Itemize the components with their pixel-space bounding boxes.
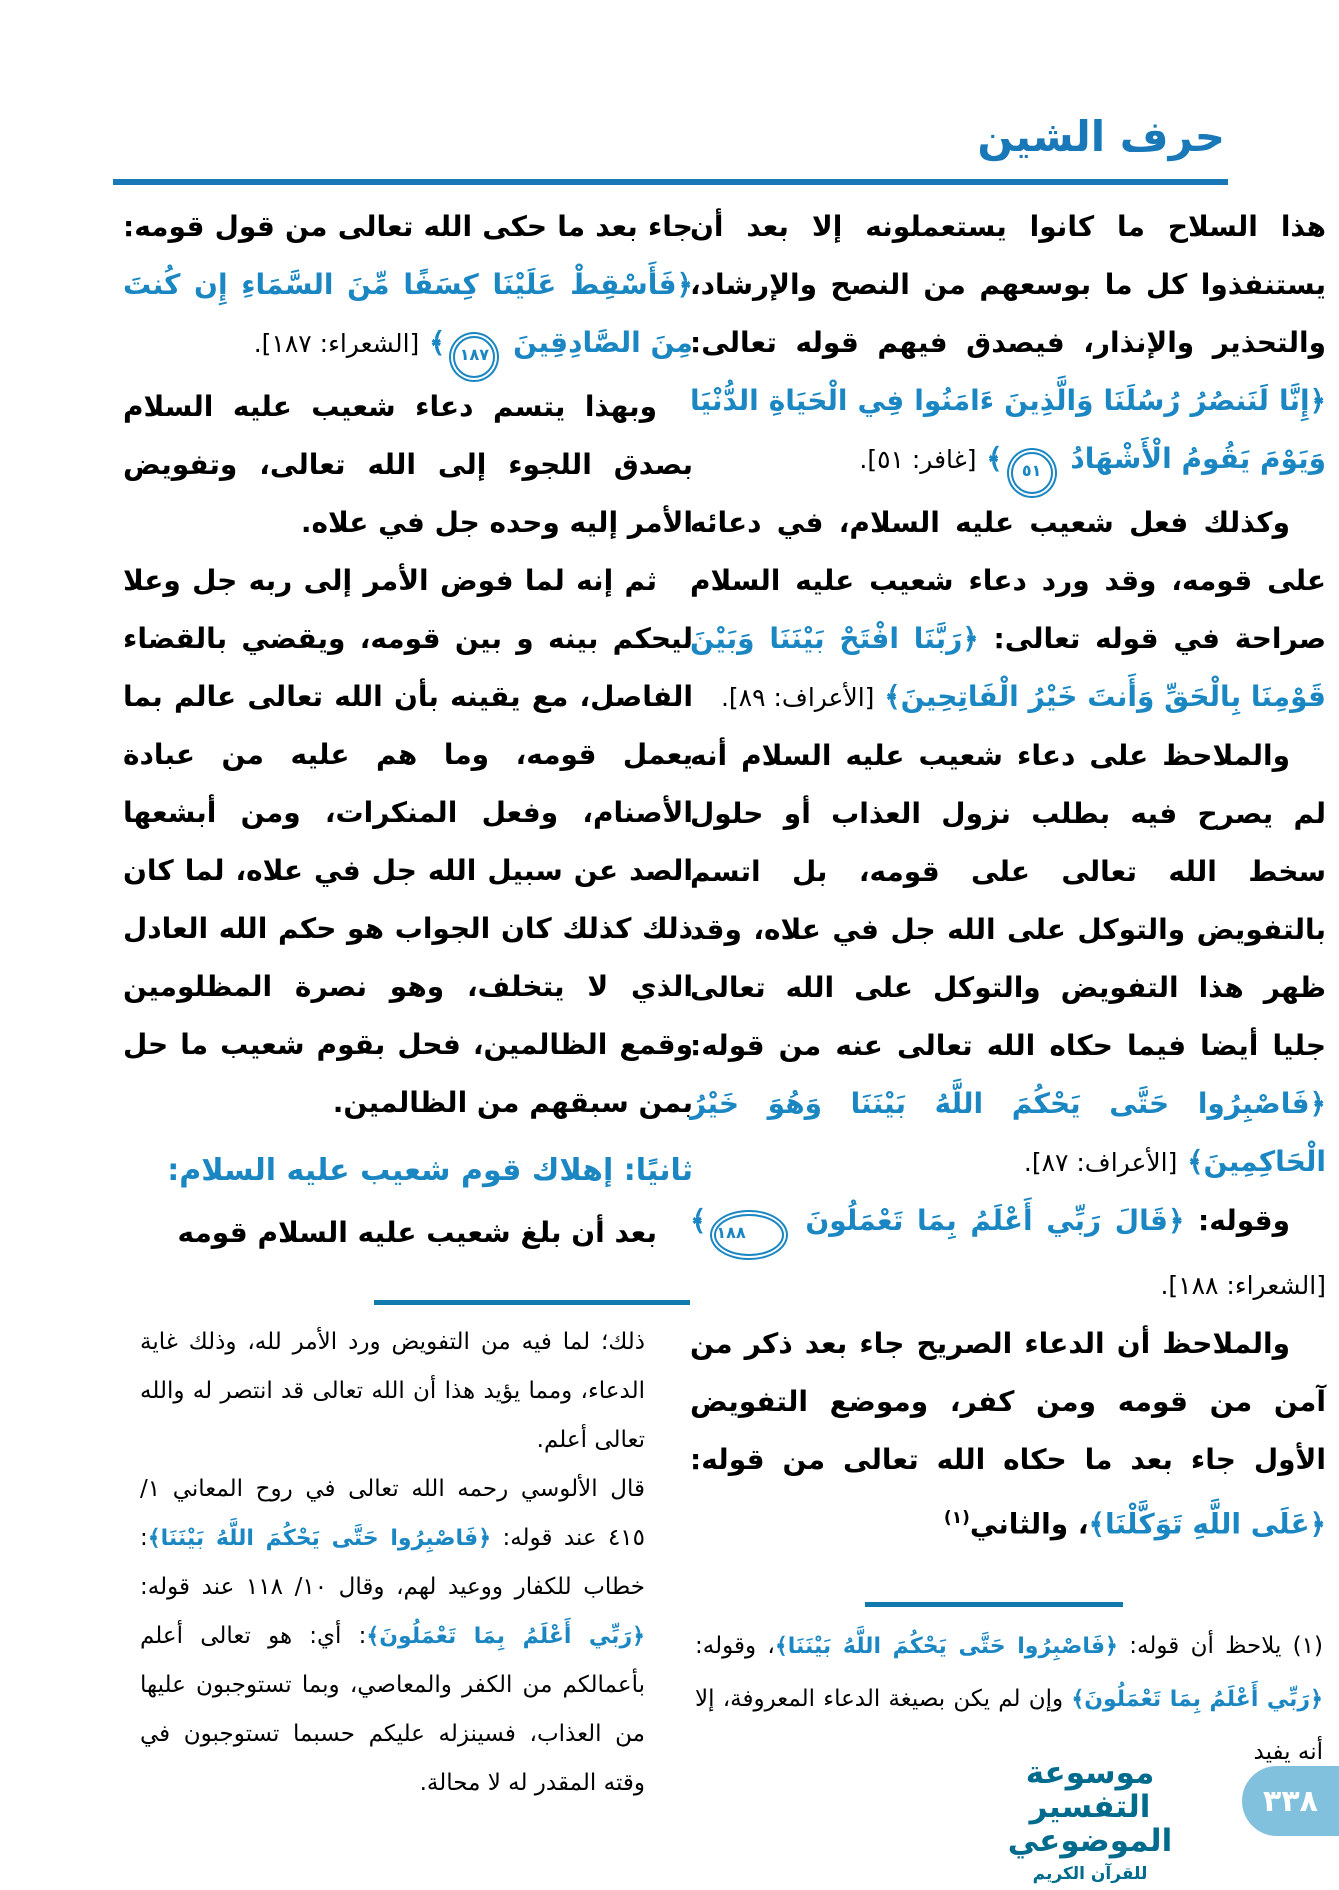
body-text: وكذلك فعل شعيب عليه السلام، في دعائه على قومه، وقد ورد دعاء شعيب عليه السلام صراحة في قوله تعالى:	[690, 506, 1326, 655]
paragraph	[690, 727, 1326, 1192]
footnote-separator-right	[865, 1602, 1123, 1607]
quran-quote: ﴿رَبِّي أَعْلَمُ بِمَا تَعْمَلُونَ﴾	[366, 1624, 645, 1649]
footnote-text: وإن لم يكن بصيغة الدعاء المعروفة، إلا أنه يفيد	[695, 1686, 1323, 1765]
quran-quote: ﴿فَاصْبِرُوا حَتَّى يَحْكُمَ اللَّهُ بَيْنَنَا وَهُوَ خَيْرُ الْحَاكِمِينَ﴾	[690, 1087, 1326, 1178]
footnote-text: : أي: هو تعالى أعلم بأعمالكم من الكفر والمعاصي، وبما تستوجبون عليها من العذاب، فسينزله عليكم حسبما تستوجبون في وقته المقدر له لا محالة.	[140, 1623, 645, 1796]
footnote-text: : خطاب للكفار ووعيد لهم، وقال ١٠/ ١١٨ عند قوله:	[140, 1525, 646, 1600]
body-text: جاء بعد ما حكى الله تعالى من قول قومه:	[123, 210, 693, 243]
footnote-text: ، وقوله:	[695, 1633, 775, 1659]
quran-quote: ﴿فَأَسْقِطْ عَلَيْنَا كِسَفًا مِّنَ السَّمَاءِ إِن كُنتَ مِنَ الصَّادِقِينَ	[123, 268, 693, 359]
publisher-logo-subtitle: للقرآن الكريم	[1032, 1864, 1148, 1884]
paragraph	[123, 378, 693, 552]
footnote-text: ذلك؛ لما فيه من التفويض ورد الأمر لله، وذلك غاية الدعاء، ومما يؤيد هذا أن الله تعالى قد انتصر له والله تعالى أعلم.	[140, 1329, 645, 1453]
quran-quote: ﴿فَاصْبِرُوا حَتَّى يَحْكُمَ اللَّهُ بَيْنَنَا﴾	[147, 1526, 492, 1551]
footnote-left	[140, 1318, 645, 1808]
quran-quote: ﴿رَبِّي أَعْلَمُ بِمَا تَعْمَلُونَ﴾	[1071, 1687, 1323, 1712]
paragraph	[690, 1192, 1326, 1315]
body-text: والملاحظ أن الدعاء الصريح جاء بعد ذكر من آمن من قومه ومن كفر، وموضع التفويض الأول جاء بعد ما حكاه الله تعالى من قوله:	[690, 1327, 1326, 1476]
page-number-badge	[1242, 1766, 1339, 1836]
publisher-logo-title: موسوعة التفسير الموضوعي	[1007, 1755, 1173, 1859]
footnote-separator-left	[374, 1300, 690, 1305]
paragraph	[690, 198, 1326, 494]
quran-quote-close: ﴾	[429, 326, 446, 359]
paragraph	[690, 1315, 1326, 1553]
footnote-text	[140, 1465, 645, 1808]
verse-number-medallion: ٥١	[1011, 452, 1053, 494]
verse-number-medallion: ١٨٧	[453, 336, 495, 378]
paragraph	[123, 552, 693, 1132]
column-left	[123, 198, 693, 1262]
publisher-logo	[960, 1756, 1220, 1884]
body-text: ، والثاني	[969, 1507, 1089, 1541]
body-text: وبهذا يتسم دعاء شعيب عليه السلام بصدق اللجوء إلى الله تعالى، وتفويض الأمر إليه وحده جل في علاه.	[123, 390, 693, 539]
body-text: هذا السلاح ما كانوا يستعملونه إلا بعد أن يستنفذوا كل ما بوسعهم من النصح والإرشاد، والتحذير والإنذار، فيصدق فيهم قوله تعالى:	[690, 210, 1326, 359]
body-text: بعد أن بلغ شعيب عليه السلام قومه	[177, 1216, 657, 1249]
body-text: وقوله:	[1184, 1204, 1290, 1237]
verse-reference: [الأعراف: ٨٩].	[720, 683, 875, 712]
quran-quote-close: ﴾	[690, 1204, 707, 1237]
quran-quote: ﴿قَالَ رَبِّي أَعْلَمُ بِمَا تَعْمَلُونَ	[791, 1204, 1185, 1237]
page-number: ٣٣٨	[1263, 1783, 1318, 1819]
section-heading: ثانيًا: إهلاك قوم شعيب عليه السلام:	[167, 1153, 693, 1188]
header-rule	[113, 179, 1228, 185]
paragraph	[690, 494, 1326, 727]
verse-reference: [الأعراف: ٨٧].	[1023, 1148, 1178, 1177]
page-title: حرف الشين	[977, 112, 1225, 161]
verse-reference: [غافر: ٥١].	[859, 445, 977, 474]
quran-quote: ﴿إِنَّا لَنَنصُرُ رُسُلَنَا وَالَّذِينَ ءَامَنُوا فِي الْحَيَاةِ الدُّنْيَا وَيَوْمَ يَقُومُ الْأَشْهَادُ	[690, 384, 1326, 475]
body-text: والملاحظ على دعاء شعيب عليه السلام أنه لم يصرح فيه بطلب نزول العذاب أو حلول سخط الله تعالى على قومه، بل اتسم بالتفويض والتوكل على الله جل في علاه، وقد ظهر هذا التفويض والتوكل على الله تعالى جليا أيضا فيما حكاه الله تعالى عنه من قوله:	[690, 739, 1326, 1062]
column-right	[690, 198, 1326, 1553]
footnote-text: (١) يلاحظ أن قوله:	[1117, 1633, 1323, 1659]
body-text: ثم إنه لما فوض الأمر إلى ربه جل وعلا ليحكم بينه و بين قومه، ويقضي بالقضاء الفاصل، مع يقينه بأن الله تعالى عالم بما يعمل قومه، وما هم عليه من عبادة الأصنام، وفعل المنكرات، ومن أبشعها الصد عن سبيل الله جل في علاه، لما كان ذلك كذلك كان الجواب هو حكم الله العادل الذي لا يتخلف، وهو نصرة المظلومين وقمع الظالمين، فحل بقوم شعيب ما حل بمن سبقهم من الظالمين.	[123, 564, 693, 1119]
verse-reference: [الشعراء: ١٨٧].	[253, 329, 420, 358]
verse-number-medallion: ١٨٨	[714, 1214, 783, 1256]
footnote-marker: (١)	[943, 1508, 970, 1528]
verse-reference: [الشعراء: ١٨٨].	[1160, 1271, 1326, 1300]
paragraph	[123, 1204, 693, 1262]
quran-quote-close: ﴾	[986, 442, 1003, 475]
quran-quote: ﴿رَبَّنَا افْتَحْ بَيْنَنَا وَبَيْنَ قَوْمِنَا بِالْحَقِّ وَأَنتَ خَيْرُ الْفَاتِحِينَ﴾	[690, 622, 1326, 713]
quran-quote: ﴿فَاصْبِرُوا حَتَّى يَحْكُمَ اللَّهُ بَيْنَنَا﴾	[774, 1634, 1118, 1659]
paragraph	[123, 198, 693, 378]
quran-quote: ﴿عَلَى اللَّهِ تَوَكَّلْنَا﴾	[1088, 1507, 1326, 1541]
footnote-text: قال الألوسي رحمه الله تعالى في روح المعاني ١/ ٤١٥ عند قوله:	[140, 1476, 645, 1551]
